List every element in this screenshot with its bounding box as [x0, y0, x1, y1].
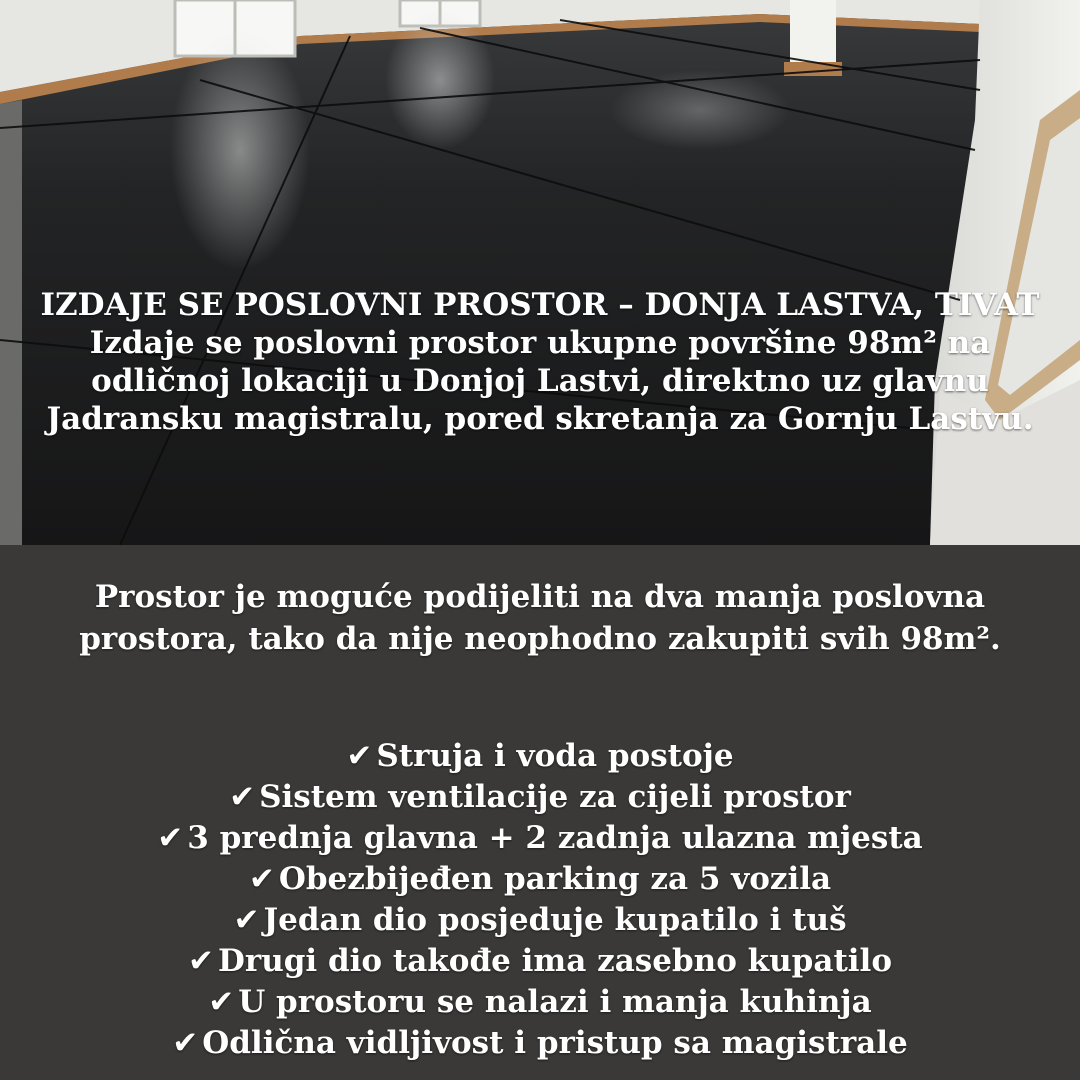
feature-text: 3 prednja glavna + 2 zadnja ulazna mjesta	[187, 820, 923, 856]
checkmark-icon: ✔	[157, 820, 184, 856]
feature-item	[40, 982, 1040, 1023]
feature-text: Obezbijeđen parking za 5 vozila	[278, 861, 832, 897]
feature-text: Odlična vidljivost i pristup sa magistrale	[202, 1025, 908, 1061]
feature-item	[40, 941, 1040, 982]
checkmark-icon: ✔	[188, 943, 214, 979]
feature-item	[40, 859, 1040, 900]
floor-reflection-2	[385, 10, 495, 150]
feature-item	[40, 1023, 1040, 1064]
feature-item	[40, 818, 1040, 859]
floor-reflection-3	[610, 70, 790, 150]
feature-item	[40, 736, 1040, 777]
checkmark-icon: ✔	[346, 738, 373, 774]
feature-text: U prostoru se nalazi i manja kuhinja	[238, 984, 872, 1020]
left-wall-edge	[0, 100, 22, 545]
checkmark-icon: ✔	[248, 861, 275, 897]
listing-description: Izdaje se poslovni prostor ukupne površine 98m² na odličnoj lokaciji u Donjoj Lastvi, direktno uz glavnu Jadransku magistralu, pored skretanja za Gornju Lastvu.	[46, 325, 1034, 437]
checkmark-icon: ✔	[208, 984, 235, 1020]
listing-headline: IZDAJE SE POSLOVNI PROSTOR – DONJA LASTVA, TIVAT	[40, 287, 1040, 323]
divisibility-text: Prostor je moguće podijeliti na dva manja poslovna prostora, tako da nije neophodno zakupiti svih 98m².	[79, 579, 1001, 657]
feature-item	[40, 900, 1040, 941]
checkmark-icon: ✔	[233, 902, 260, 938]
intro-text	[40, 286, 1040, 438]
feature-list	[40, 736, 1040, 1064]
floor-reflection-1	[170, 30, 310, 270]
feature-text: Sistem ventilacije za cijeli prostor	[259, 779, 851, 815]
feature-text: Drugi dio takođe ima zasebno kupatilo	[217, 943, 892, 979]
feature-text: Struja i voda postoje	[376, 738, 734, 774]
checkmark-icon: ✔	[229, 779, 256, 815]
checkmark-icon: ✔	[172, 1025, 199, 1061]
feature-item	[40, 777, 1040, 818]
feature-text: Jedan dio posjeduje kupatilo i tuš	[263, 902, 847, 938]
